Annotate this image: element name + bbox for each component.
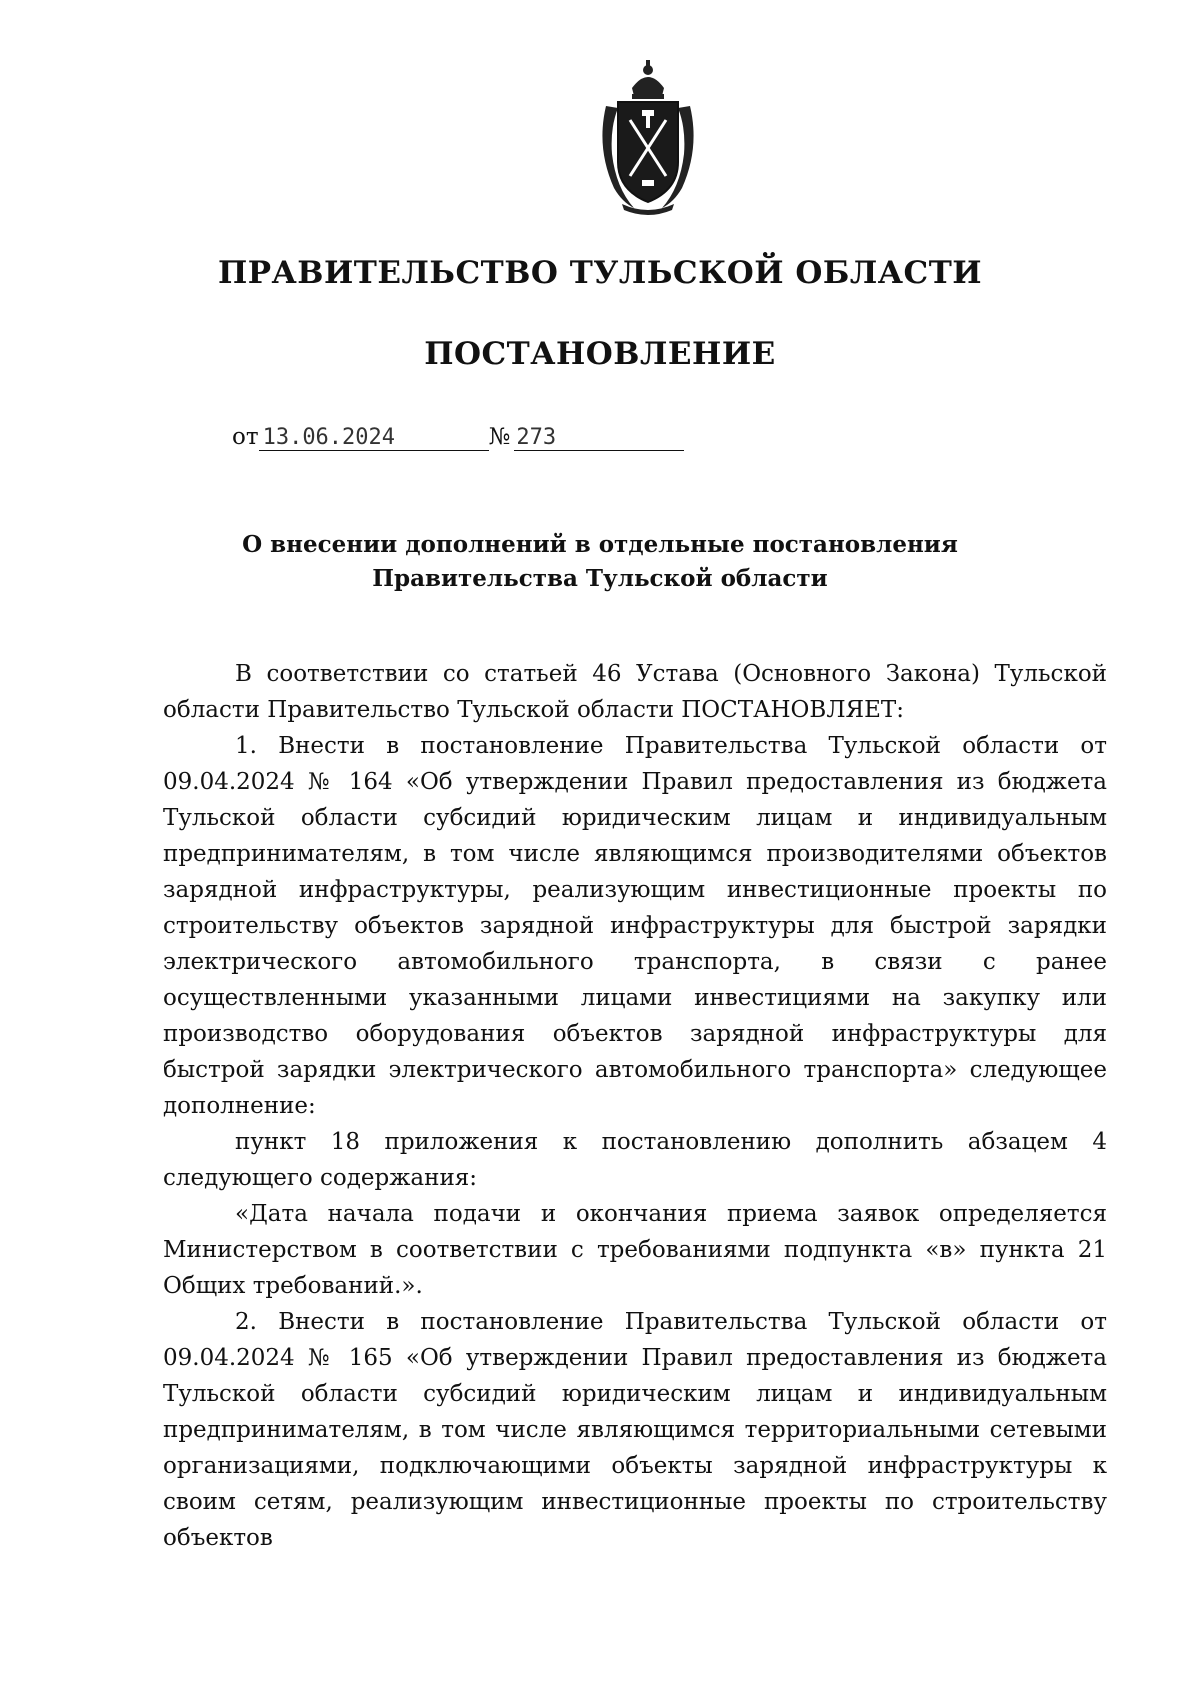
item-1-paragraph: 1. Внести в постановление Правительства Тульской области от 09.04.2024 № 164 «Об утверждении Правил предоставления из бюджета Тульской области субсидий юридическим лицам и индивидуальным предпринимателям, в том числе являющимся производителями объектов зарядной инфраструктуры, реализующим инвестиционные проекты по строительству объектов зарядной инфраструктуры для быстрой зарядки электрического автомобильного транспорта, в связи с ранее осуществленными указанными лицами инвестициями на закупку или производство оборудования объектов зарядной инфраструктуры для быстрой зарядки электрического автомобильного транспорта» следующее дополнение: (163, 733, 1107, 1119)
document-number: 273 (514, 425, 684, 451)
subject-line-2: Правительства Тульской области (372, 565, 828, 592)
item-2-paragraph: 2. Внести в постановление Правительства Тульской области от 09.04.2024 № 165 «Об утверждении Правил предоставления из бюджета Тульской области субсидий юридическим лицам и индивидуальным предпринимателям, в том числе являющимся территориальными сетевыми организациями, подключающими объекты зарядной инфраструктуры к своим сетям, реализующим инвестиционные проекты по строительству объектов (163, 1309, 1107, 1551)
date-prefix: от (232, 424, 259, 450)
coat-of-arms-icon (592, 58, 704, 218)
document-date: 13.06.2024 (259, 425, 489, 451)
item-1-point-paragraph: пункт 18 приложения к постановлению дополнить абзацем 4 следующего содержания: (163, 1129, 1107, 1191)
document-meta (232, 424, 684, 451)
preamble-paragraph: В соответствии со статьей 46 Устава (Основного Закона) Тульской области Правительство Тульской области ПОСТАНОВЛЯЕТ: (163, 661, 1107, 723)
government-title: ПРАВИТЕЛЬСТВО ТУЛЬСКОЙ ОБЛАСТИ (217, 255, 983, 291)
item-1-quote-paragraph: «Дата начала подачи и окончания приема заявок определяется Министерством в соответствии с требованиями подпункта «в» пункта 21 Общих требований.». (163, 1201, 1107, 1299)
subject-line-1: О внесении дополнений в отдельные постановления (242, 531, 958, 558)
document-subject (0, 528, 1200, 596)
number-prefix: № (488, 424, 511, 450)
document-body (163, 656, 1107, 1556)
document-type: ПОСТАНОВЛЕНИЕ (424, 336, 776, 372)
